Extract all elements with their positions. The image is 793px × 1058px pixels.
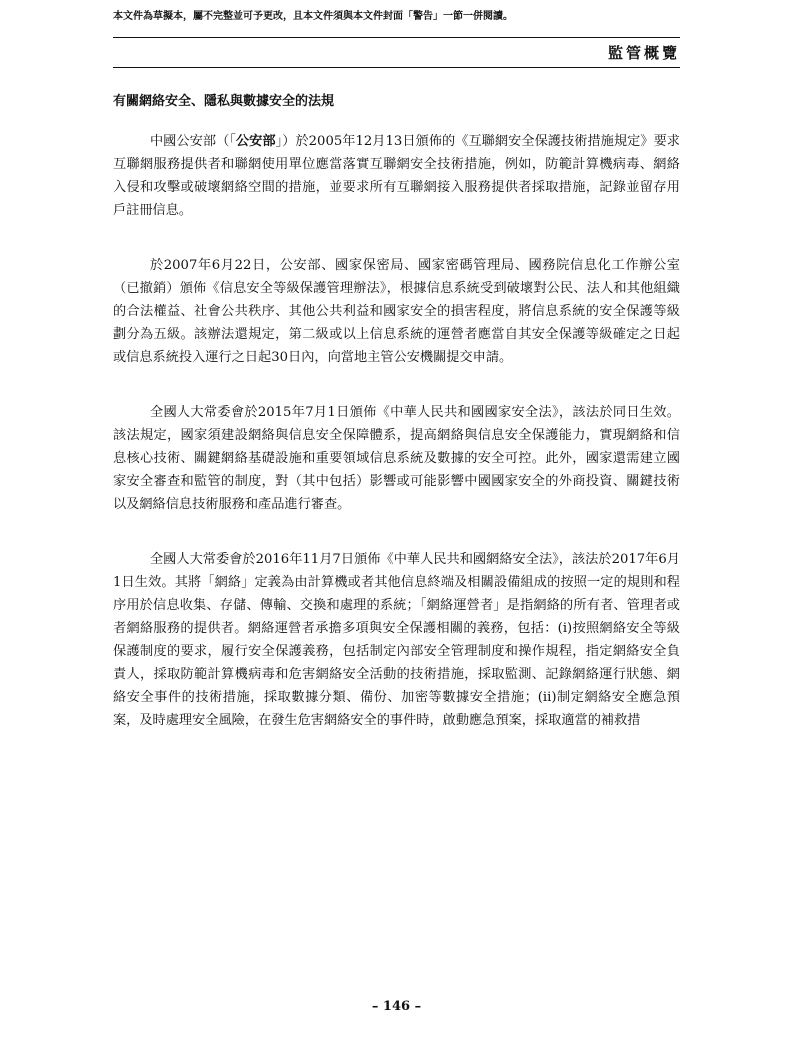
paragraph-mps-regulation bbox=[113, 130, 680, 222]
paragraph-text: 中國公安部（「 bbox=[149, 134, 236, 149]
document-body bbox=[113, 92, 680, 764]
paragraph-cybersecurity-law: 全國人大常委會於2016年11月7日頒佈《中華人民共和國網絡安全法》，該法於2017年6月1日生效。其將「網絡」定義為由計算機或者其他信息終端及相關設備組成的按照一定的規則和程序用於信息收集、存儲、傳輸、交換和處理的系統；「網絡運營者」是指網絡的所有者、管理者或者網絡服務的提供者。網絡運營者承擔多項與安全保護相關的義務，包括：(i)按照網絡安全等級保護制度的要求，履行安全保護義務，包括制定內部安全管理制度和操作規程，指定網絡安全負責人，採取防範計算機病毒和危害網絡安全活動的技術措施，採取監測、記錄網絡運行狀態、網絡安全事件的技術措施，採取數據分類、備份、加密等數據安全措施；(ii)制定網絡安全應急預案，及時處理安全風險，在發生危害網絡安全的事件時，啟動應急預案，採取適當的補救措 bbox=[113, 552, 680, 728]
draft-warning-banner: 本文件為草擬本，屬不完整並可予更改，且本文件須與本文件封面「警告」一節一併閱讀。 bbox=[113, 11, 513, 22]
paragraph-national-security-law: 全國人大常委會於2015年7月1日頒佈《中華人民共和國國家安全法》，該法於同日生效。該法規定，國家須建設網絡與信息安全保障體系，提高網絡與信息安全保護能力，實現網絡和信息核心技術、關鍵網絡基礎設施和重要領域信息系統及數據的安全可控。此外，國家還需建立國家安全審查和監管的制度，對（其中包括）影響或可能影響中國國家安全的外商投資、關鍵技術以及網絡信息技術服務和產品進行審查。 bbox=[113, 405, 680, 512]
paragraph-graded-protection: 於2007年6月22日，公安部、國家保密局、國家密碼管理局、國務院信息化工作辦公室（已撤銷）頒佈《信息安全等級保護管理辦法》，根據信息系統受到破壞對公民、法人和其他組織的合法權益、社會公共秩序、其他公共利益和國家安全的損害程度，將信息系統的安全保護等級劃分為五級。該辦法還規定，第二級或以上信息系統的運營者應當自其安全保護等級確定之日起或信息系統投入運行之日起30日內，向當地主管公安機關提交申請。 bbox=[113, 258, 680, 365]
header-rule-bottom bbox=[113, 67, 680, 68]
paragraph-text: 」）於2005年12月13日頒佈的《互聯網安全保護技術措施規定》要求互聯網服務提供者和聯網使用單位應當落實互聯網安全技術措施，例如，防範計算機病毒、網絡入侵和攻擊或破壞網絡空間的措施，並要求所有互聯網接入服務提供者採取措施，記錄並留存用戶註冊信息。 bbox=[113, 134, 680, 218]
section-heading: 有關網絡安全、隱私與數據安全的法規 bbox=[113, 94, 335, 109]
page-number: – 146 – bbox=[371, 999, 422, 1014]
defined-term: 公安部 bbox=[235, 134, 276, 149]
section-title: 監管概覽 bbox=[607, 44, 680, 62]
header-rule-top bbox=[113, 37, 680, 38]
